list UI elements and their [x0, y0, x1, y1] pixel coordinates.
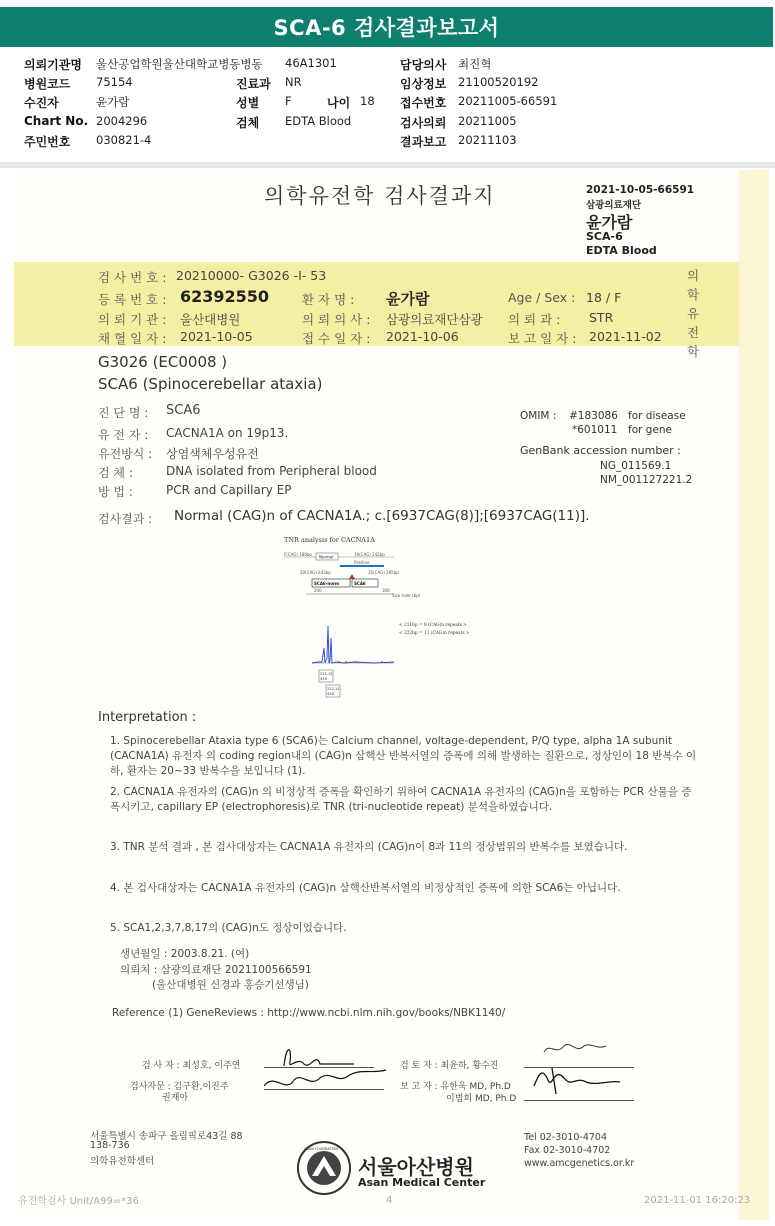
figure-seg2-left: 20(CAG) 243bp: [300, 570, 331, 575]
label-specimen: 검체: [236, 116, 260, 130]
figure-seg-right: 19(CAG) 242bp: [354, 552, 385, 557]
figure-seg2-mid: Positive: [354, 560, 370, 565]
omim-label: OMIM :: [520, 410, 557, 422]
inst-label: 의 뢰 기 관 :: [98, 312, 167, 327]
label-request-date: 검사의뢰: [400, 116, 447, 130]
footer-tel: Tel 02-3010-4704: [524, 1132, 607, 1143]
reporter-label-2: 이범희 MD, Ph.D: [446, 1094, 517, 1104]
report-paper: [14, 170, 769, 1220]
value-clinical-info: 21100520192: [458, 75, 539, 89]
peak2-size: 222.11: [327, 687, 340, 691]
figure-tick1: 200: [314, 588, 322, 593]
scanned-report[interactable]: [0, 168, 775, 1226]
staff-label-1: 검사자문 : 김구환,이진주: [130, 1082, 229, 1092]
value-report-date: 20211103: [458, 133, 517, 147]
patient-name: 윤가람: [386, 290, 430, 308]
footer-addr2: 138-736: [90, 1140, 130, 1151]
draw-date-label: 채 혈 일 자 :: [98, 331, 167, 346]
genbank-acc2: NM_001127221.2: [600, 474, 693, 486]
figure-title: TNR analysis for CACNA1A: [284, 536, 375, 544]
label-patient: 수진자: [24, 96, 59, 110]
paper-edge: [739, 170, 769, 1220]
figure-ruler-label: Size ruler (bp): [392, 593, 421, 598]
dept-label: 의 뢰 과 :: [508, 312, 561, 327]
report-date-label: 보 고 일 자 :: [508, 331, 577, 346]
interp-paragraph-3: 3. TNR 분석 결과 , 본 검사대상자는 CACNA1A 유전자의 (CAG)n이 8과 11의 정상범위의 반복수를 보였습니다.: [110, 841, 628, 853]
patient-name-label: 환 자 명 :: [302, 292, 355, 307]
interpretation-heading: Interpretation :: [98, 710, 197, 725]
detail-value-inheritance: 상염색체우성유전: [166, 447, 259, 461]
label-doctor: 담당의사: [400, 58, 447, 72]
extra-dept: (울산대병원 신경과 홍승기선생님): [152, 979, 309, 991]
trace-dot-2: [345, 661, 347, 663]
hospital-name-korean: 서울아산병원: [358, 1155, 474, 1179]
inst: 울산대병원: [180, 312, 241, 327]
interp-paragraph-4: 4. 본 검사대상자는 CACNA1A 유전자의 (CAG)n 삼핵산반복서열의 비정상적인 증폭에 의한 SCA6는 아닙니다.: [110, 882, 621, 894]
peak2-height: 436: [327, 692, 334, 696]
dept: STR: [589, 310, 614, 325]
peak1-height: 339: [320, 677, 327, 681]
figure-box2: SCA6: [354, 581, 366, 586]
examiner-label: 검 사 자 : 최성호, 이주연: [142, 1061, 241, 1071]
interp-paragraph-2: 2. CACNA1A 유전자의 (CAG)n 의 비정상적 증폭을 확인하기 위하여 CACNA1A 유전자의 (CAG)n을 포함하는 PCR 산물을 증폭시키고, capillary EP (electrophoresis)로 TNR (tri-nucleotide repeat) 분석을하였습니다.: [110, 786, 692, 813]
value-resident-no: 030821-4: [96, 133, 152, 147]
detail-label-inheritance: 유전방식 :: [98, 447, 153, 461]
figure-seg2-right: 35(CAG) 285bp: [368, 570, 399, 575]
label-hospital-code: 병원코드: [24, 77, 71, 91]
corner-org: 삼광의료재단: [586, 200, 642, 211]
value-receipt-no: 20211005-66591: [458, 94, 558, 108]
vertical-dept: 의 학 유 전 학: [686, 268, 700, 359]
trace-dot-3: [355, 661, 357, 663]
genbank-acc1: NG_011569.1: [600, 460, 672, 472]
reg-no-label: 등 록 번 호 :: [98, 292, 167, 307]
detail-label-gene: 유 전 자 :: [98, 428, 149, 442]
footer-web: www.amcgenetics.or.kr: [524, 1158, 635, 1169]
figure-legend1: < 211bp = 8 (CAG)n repeats >: [399, 623, 467, 628]
detail-label-specimen: 검 체 :: [98, 466, 133, 480]
label-clinical-info: 임상정보: [400, 77, 447, 91]
detail-value-gene: CACNA1A on 19p13.: [166, 426, 289, 440]
label-resident-no: 주민번호: [24, 135, 71, 149]
corner-name: 윤가람: [586, 213, 633, 232]
staff-label-2: 권재아: [162, 1093, 189, 1103]
result-value: Normal (CAG)n of CACNA1A.; c.[6937CAG(8)];[6937CAG(11)].: [174, 508, 590, 524]
exam-no-label: 검 사 번 호 :: [98, 270, 167, 285]
detail-value-diagnosis: SCA6: [166, 403, 201, 418]
value-hospital-code: 75154: [96, 75, 133, 89]
value-sex: F: [285, 94, 292, 108]
figure-legend2: < 222bp = 11 (CAG)n repeats >: [399, 631, 470, 636]
page-number: 4: [386, 1195, 393, 1206]
draw-date: 2021-10-05: [180, 329, 253, 344]
label-receipt-no: 접수번호: [400, 96, 447, 110]
result-label: 검사결과 :: [98, 512, 153, 526]
value-institution: 울산공업학원울산대학교병동병동: [96, 57, 263, 71]
label-sex: 성별: [236, 96, 260, 110]
footer-addr3: 의학유전학센터: [90, 1156, 155, 1167]
footer-addr1: 서울특별시 송파구 올림픽로43길 88: [90, 1131, 243, 1142]
extra-birth: 생년월일 : 2003.8.21. (여): [120, 948, 250, 960]
omim-id1: #183086: [569, 410, 618, 422]
doctor: 삼광의료재단삼광: [386, 312, 483, 327]
figure-box1: SCA6-norm: [314, 581, 340, 586]
figure-tick2: 300: [382, 588, 390, 593]
value-department: NR: [285, 75, 302, 89]
genbank-label: GenBank accession number :: [520, 444, 681, 457]
reviewer-label: 검 토 자 : 최윤하, 황수진: [400, 1061, 499, 1071]
test-name: SCA6 (Spinocerebellar ataxia): [98, 375, 323, 393]
detail-value-specimen: DNA isolated from Peripheral blood: [166, 464, 377, 478]
footer-fax: Fax 02-3010-4702: [524, 1145, 611, 1156]
value-doctor: 최진혁: [458, 57, 492, 71]
hospital-logo: [296, 1140, 352, 1196]
value-patient: 윤가람: [96, 95, 130, 109]
interp-paragraph-1: 1. Spinocerebellar Ataxia type 6 (SCA6)는 Calcium channel, voltage-dependent, P/Q type, alpha 1A subunit (CACNA1A) 유전자 의 coding region내의 (CAG)n 삼핵산 반복서열의 증폭에 의해 발생하는 질환으로, 정상인이 18 반복수 이하, 환자는 20~33 반복수을 보입니다 (1).: [110, 735, 697, 777]
label-age: 나이: [327, 96, 351, 110]
report-date: 2021-11-02: [589, 329, 662, 344]
value-chart-no: 2004296: [96, 114, 148, 128]
figure-seg-normal: Normal: [319, 554, 334, 560]
detail-label-diagnosis: 진 단 명 :: [98, 406, 149, 420]
label-chart-no: Chart No.: [24, 114, 89, 128]
peak1-size: 211.15: [320, 672, 333, 676]
recv-date-label: 접 수 일 자 :: [302, 331, 371, 346]
corner-id: 2021-10-05-66591: [586, 184, 695, 196]
agesex: 18 / F: [586, 290, 622, 305]
test-code: G3026 (EC0008 ): [98, 353, 228, 371]
doctor-label: 의 뢰 의 사 :: [302, 312, 371, 327]
trace-dot-1: [338, 661, 340, 663]
detail-value-method: PCR and Capillary EP: [166, 483, 292, 497]
reporter-label: 보 고 자 : 유한욱 MD, Ph.D: [400, 1082, 511, 1092]
stamp-right: 2021-11-01 16:20:23: [644, 1195, 751, 1206]
interp-paragraph-5: 5. SCA1,2,3,7,8,17의 (CAG)n도 정상이었습니다.: [110, 922, 347, 934]
value-age: 18: [360, 94, 375, 108]
signature-examiner: [264, 1036, 404, 1096]
exam-no: 20210000- G3026 -I- 53: [176, 268, 327, 283]
signature-reviewer: [524, 1036, 644, 1102]
reference: Reference (1) GeneReviews : http://www.ncbi.nlm.nih.gov/books/NBK1140/: [112, 1007, 506, 1019]
value-request-date: 20211005: [458, 114, 517, 128]
corner-specimen: EDTA Blood: [586, 244, 657, 257]
trace-dot-4: [381, 661, 383, 663]
logo-text: ASAN FOUNDATION: [304, 1147, 339, 1151]
detail-label-method: 방 법 :: [98, 485, 133, 499]
value-specimen: EDTA Blood: [285, 114, 352, 128]
omim-desc2: for gene: [628, 424, 673, 436]
extra-requester: 의뢰처 : 삼광의료재단 2021100566591: [120, 964, 312, 976]
label-department: 진료과: [236, 77, 271, 91]
label-report-date: 결과보고: [400, 135, 447, 149]
report-title: SCA-6 검사결과보고서: [0, 7, 773, 47]
omim-desc1: for disease: [628, 410, 686, 422]
corner-test: SCA-6: [586, 230, 623, 243]
report-doc-title: 의학유전학 검사결과지: [264, 184, 496, 208]
stamp-left: 유전학검사 Unit/A99=*36: [18, 1196, 139, 1207]
figure-marker: [349, 574, 355, 579]
figure-seg-left: F(CAG) 186bp: [284, 552, 312, 557]
reg-no: 62392550: [180, 287, 270, 306]
hospital-name-english: Asan Medical Center: [358, 1176, 486, 1189]
label-institution: 의뢰기관명: [24, 58, 82, 72]
recv-date: 2021-10-06: [386, 329, 459, 344]
tnr-figure: [284, 530, 504, 700]
value-ward-code: 46A1301: [285, 56, 337, 70]
trace-blue: [312, 626, 394, 663]
agesex-label: Age / Sex :: [508, 290, 576, 305]
omim-id2: *601011: [572, 424, 618, 436]
